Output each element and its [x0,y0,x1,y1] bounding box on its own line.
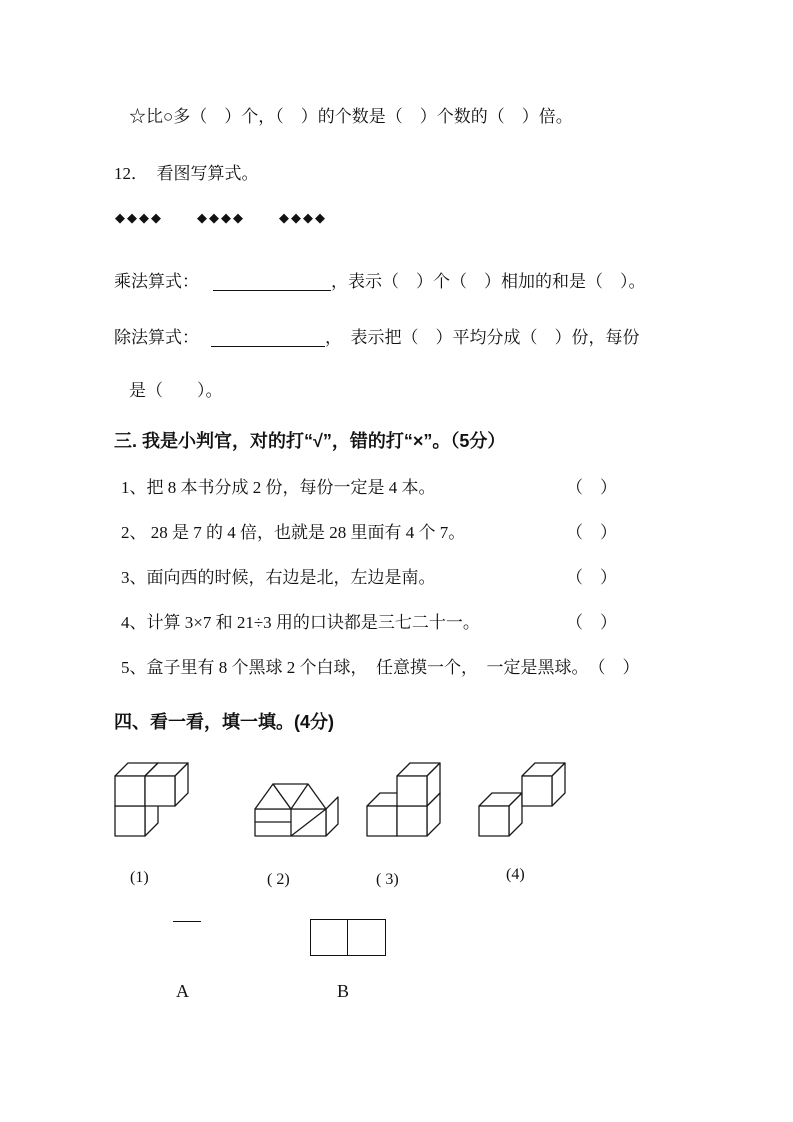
fill-in-blanks-line: ☆比○多（ ）个，（ ）的个数是（ ）个数的（ ）倍。 [129,107,573,126]
option-label-b: B [337,981,350,1001]
judge-item-text: 1、把 8 本书分成 2 份，每份一定是 4 本。 [121,478,436,497]
judge-item [121,479,617,497]
question-12-title: 12． 看图写算式。 [114,164,259,183]
figure-label-1: (1) [130,869,149,886]
judge-item [121,658,640,677]
shape-figure-2 [250,762,350,847]
division-description-continued: 是（ ）。 [129,381,223,400]
division-answer-blank [211,329,325,347]
answer-bracket: （ ） [588,658,640,677]
rectangle-cell [310,919,348,956]
option-label-a: A [176,981,189,1001]
multiplication-formula-line [114,267,646,292]
figure-label-2: ( 2) [267,871,290,888]
diamond-group: ◆◆◆◆ [197,211,245,226]
answer-bracket: （ ） [566,478,617,497]
judge-item-text: 5、盒子里有 8 个黑球 2 个白球， 任意摸一个， 一定是黑球。 [121,658,589,677]
judge-item-text: 4、计算 3×7 和 21÷3 用的口诀都是三七二十一。 [121,613,480,632]
rectangle-cell [348,919,386,956]
answer-bracket: （ ） [566,523,617,542]
judge-item-text: 2、 28 是 7 的 4 倍，也就是 28 里面有 4 个 7。 [121,523,466,542]
diamond-groups [115,211,327,226]
diamond-group: ◆◆◆◆ [115,211,163,226]
division-formula-line [114,323,640,348]
section-3-heading: 三. 我是小判官，对的打“√”，错的打“×”。（5分） [114,431,506,451]
judge-list [121,478,640,704]
section-4-heading: 四、看一看，填一填。(4分) [114,712,334,732]
cube-figure-3 [362,750,457,842]
figure-label-3: ( 3) [376,871,399,888]
judge-item [121,524,617,542]
cube-figure-4 [474,750,569,842]
division-description: ， 表示把（ ）平均分成（ ）份，每份 [325,328,640,347]
cube-figure-1 [110,750,205,842]
multiplication-label: 乘法算式： [114,272,199,291]
figure-label-4: (4) [506,866,525,883]
rectangle-figure-b [310,919,386,956]
answer-bracket: （ ） [566,613,617,632]
judge-item [121,614,617,632]
division-label: 除法算式： [114,328,199,347]
answer-bracket: （ ） [566,568,617,587]
judge-item-text: 3、面向西的时候，右边是北，左边是南。 [121,568,436,587]
judge-item [121,569,617,587]
diamond-group: ◆◆◆◆ [279,211,327,226]
segment-figure-a [173,921,201,922]
multiplication-description: ，表示（ ）个（ ）相加的和是（ ）。 [331,272,646,291]
multiplication-answer-blank [213,273,331,291]
